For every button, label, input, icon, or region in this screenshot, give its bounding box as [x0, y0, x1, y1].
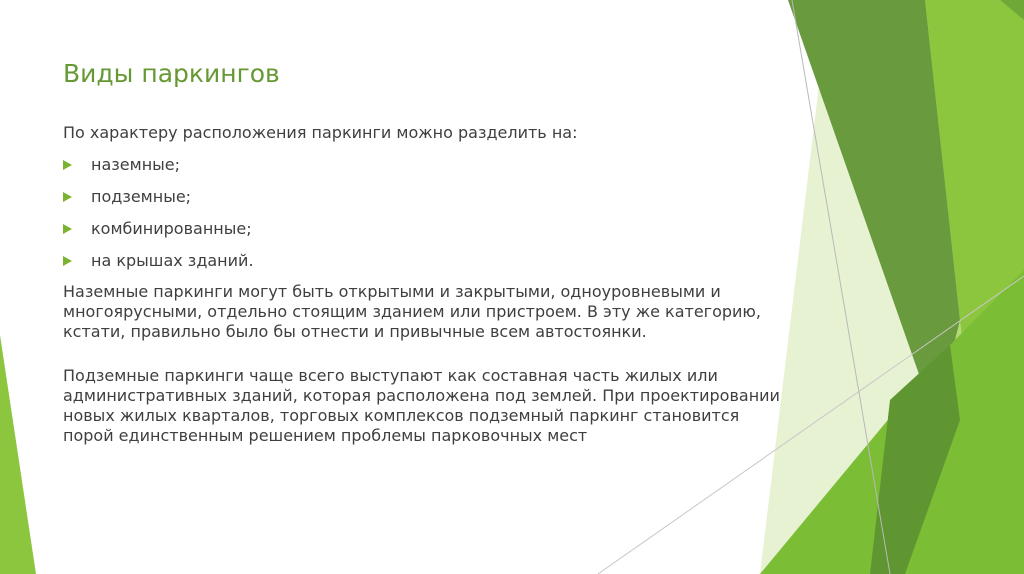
intro-text: По характеру расположения паркинги можно разделить на: [63, 123, 578, 142]
triangle-bullet-icon [63, 224, 72, 234]
triangle-bullet-icon [63, 192, 72, 202]
list-item [63, 187, 783, 207]
bullet-text: подземные; [91, 187, 192, 206]
bullet-text: наземные; [91, 155, 181, 174]
bullet-list [63, 155, 783, 271]
slide-title: Виды паркингов [63, 59, 280, 88]
list-item [63, 155, 783, 175]
triangle-bullet-icon [63, 160, 72, 170]
list-item [63, 219, 783, 239]
bullet-text: на крышах зданий. [91, 251, 254, 270]
bullet-text: комбинированные; [91, 219, 252, 238]
slide-content [63, 123, 783, 446]
paragraph-underground-parking: Подземные паркинги чаще всего выступают как составная часть жилых или административных зданий, которая расположена под землей. При проектировании новых жилых кварталов, торговых комплексов подземный паркинг становится порой единственным решением проблемы парковочных мест [63, 366, 780, 445]
triangle-bullet-icon [63, 256, 72, 266]
paragraph-ground-parking: Наземные паркинги могут быть открытыми и закрытыми, одноуровневыми и многоярусными, отдельно стоящим зданием или пристроем. В эту же категорию, кстати, правильно было бы отнести и привычные всем автостоянки. [63, 282, 761, 341]
left-edge-shape [0, 335, 36, 574]
list-item [63, 251, 783, 271]
